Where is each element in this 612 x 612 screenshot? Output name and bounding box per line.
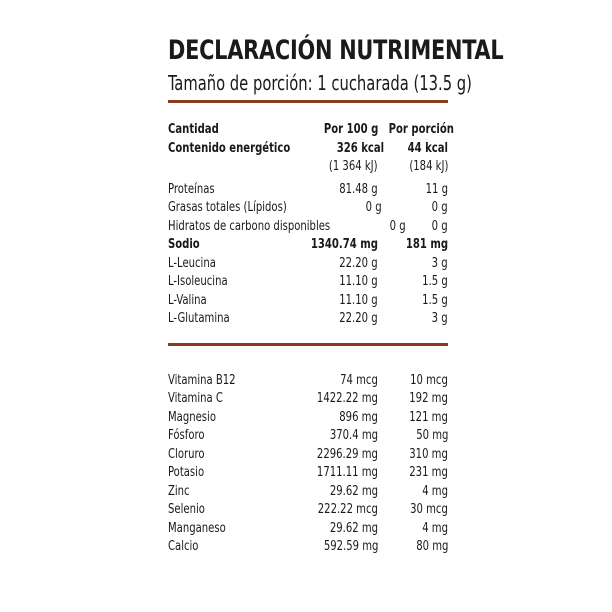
macro-row-label: L-Valina	[168, 292, 207, 308]
macro-row	[168, 292, 448, 311]
macro-row-per-serving: 1.5 g	[422, 292, 448, 308]
micro-row	[168, 483, 448, 502]
micro-row-per100: 1422.22 mg	[317, 391, 378, 406]
macro-row-label: Sodio	[168, 237, 200, 252]
micro-row-per-serving: 4 mg	[422, 520, 448, 536]
macro-row-per-serving: 3 g	[432, 255, 448, 271]
micro-row-per-serving: 4 mg	[422, 483, 448, 499]
micro-row-per-serving: 121 mg	[409, 409, 448, 425]
micro-row-label: Zinc	[168, 483, 190, 499]
macro-row-per100: 1340.74 mg	[311, 237, 378, 252]
micro-row-per100: 222.22 mcg	[317, 502, 378, 517]
micro-row-per100: 592.59 mg	[323, 539, 378, 554]
micro-row-per-serving: 30 mcg	[410, 502, 448, 517]
micro-row-per-serving: 80 mg	[415, 539, 448, 554]
micro-row	[168, 446, 448, 465]
micro-row-label: Potasio	[168, 465, 205, 480]
label-title: DECLARACIÓN NUTRIMENTAL	[168, 35, 504, 66]
macro-row	[168, 236, 448, 255]
micro-row	[168, 501, 448, 520]
macro-rows	[168, 181, 448, 329]
macro-row-label: L-Isoleucina	[168, 274, 228, 289]
micro-row	[168, 390, 448, 409]
micro-row-label: Fósforo	[168, 428, 205, 443]
micro-row	[168, 427, 448, 446]
micro-row-per-serving: 310 mg	[409, 446, 448, 462]
micro-row-label: Manganeso	[168, 520, 226, 536]
micro-row-per-serving: 50 mg	[415, 428, 448, 443]
serving-size: Tamaño de porción: 1 cucharada (13.5 g)	[168, 71, 472, 95]
header-row	[168, 121, 454, 140]
energy-kcal-per100: 326 kcal	[336, 140, 384, 156]
micro-row-label: Vitamina B12	[168, 372, 236, 388]
micro-row-per100: 74 mcg	[340, 372, 378, 388]
header-label: Cantidad	[168, 122, 219, 137]
macro-table	[168, 121, 454, 329]
macro-row-per-serving: 0 g	[432, 218, 448, 234]
micro-row	[168, 538, 448, 557]
header-per-serving: Por porción	[388, 122, 454, 137]
header-per100: Por 100 g	[323, 122, 378, 137]
macro-row	[168, 218, 448, 237]
micro-row-label: Selenio	[168, 502, 205, 517]
macro-row-per-serving: 1.5 g	[422, 274, 448, 289]
macro-row-label: Grasas totales (Lípidos)	[168, 200, 287, 215]
energy-kj-per-serving: (184 kJ)	[408, 159, 448, 174]
micro-row-per100: 1711.11 mg	[317, 465, 378, 480]
energy-label: Contenido energético	[168, 140, 291, 156]
macro-row-per100: 0 g	[389, 218, 406, 234]
energy-row	[168, 140, 448, 159]
micro-row-per100: 370.4 mg	[329, 428, 378, 443]
micro-row	[168, 409, 448, 428]
micro-row-label: Cloruro	[168, 446, 205, 462]
micro-row	[168, 464, 448, 483]
macro-row	[168, 199, 448, 218]
micro-row-per100: 2296.29 mg	[317, 446, 378, 462]
macro-row-per100: 81.48 g	[339, 181, 378, 197]
macro-row-per100: 11.10 g	[339, 292, 378, 308]
energy-kcal-per-serving: 44 kcal	[407, 140, 448, 156]
macro-row-per100: 11.10 g	[339, 274, 378, 289]
micro-row-per100: 29.62 mg	[329, 483, 378, 499]
micro-row	[168, 372, 448, 391]
energy-kj-per100: (1 364 kJ)	[329, 159, 378, 174]
macro-row-label: L-Glutamina	[168, 311, 230, 326]
micro-row	[168, 520, 448, 539]
macro-row-per-serving: 3 g	[432, 311, 448, 326]
micro-row-per100: 29.62 mg	[329, 520, 378, 536]
macro-row-label: L-Leucina	[168, 255, 216, 271]
micro-row-per-serving: 192 mg	[409, 391, 448, 406]
macro-row-label: Hidratos de carbono disponibles	[168, 218, 331, 234]
micro-row-label: Vitamina C	[168, 391, 223, 406]
macro-row-label: Proteínas	[168, 181, 215, 197]
middle-divider	[168, 343, 448, 346]
micro-row-per-serving: 10 mcg	[410, 372, 448, 388]
macro-row-per-serving: 181 mg	[405, 237, 448, 252]
macro-row-per-serving: 0 g	[432, 200, 448, 215]
micro-row-per100: 896 mg	[339, 409, 378, 425]
macro-row	[168, 181, 448, 200]
micro-table	[168, 372, 448, 557]
energy-kj-row	[168, 158, 448, 177]
macro-row-per100: 22.20 g	[339, 255, 378, 271]
top-divider	[168, 100, 448, 103]
micro-row-per-serving: 231 mg	[409, 465, 448, 480]
macro-row	[168, 310, 448, 329]
macro-row	[168, 273, 448, 292]
macro-row-per-serving: 11 g	[425, 181, 448, 197]
nutrition-label	[168, 34, 504, 557]
micro-row-label: Magnesio	[168, 409, 216, 425]
macro-row-per100: 22.20 g	[339, 311, 378, 326]
micro-row-label: Calcio	[168, 539, 199, 554]
macro-row	[168, 255, 448, 274]
macro-row-per100: 0 g	[365, 200, 382, 215]
